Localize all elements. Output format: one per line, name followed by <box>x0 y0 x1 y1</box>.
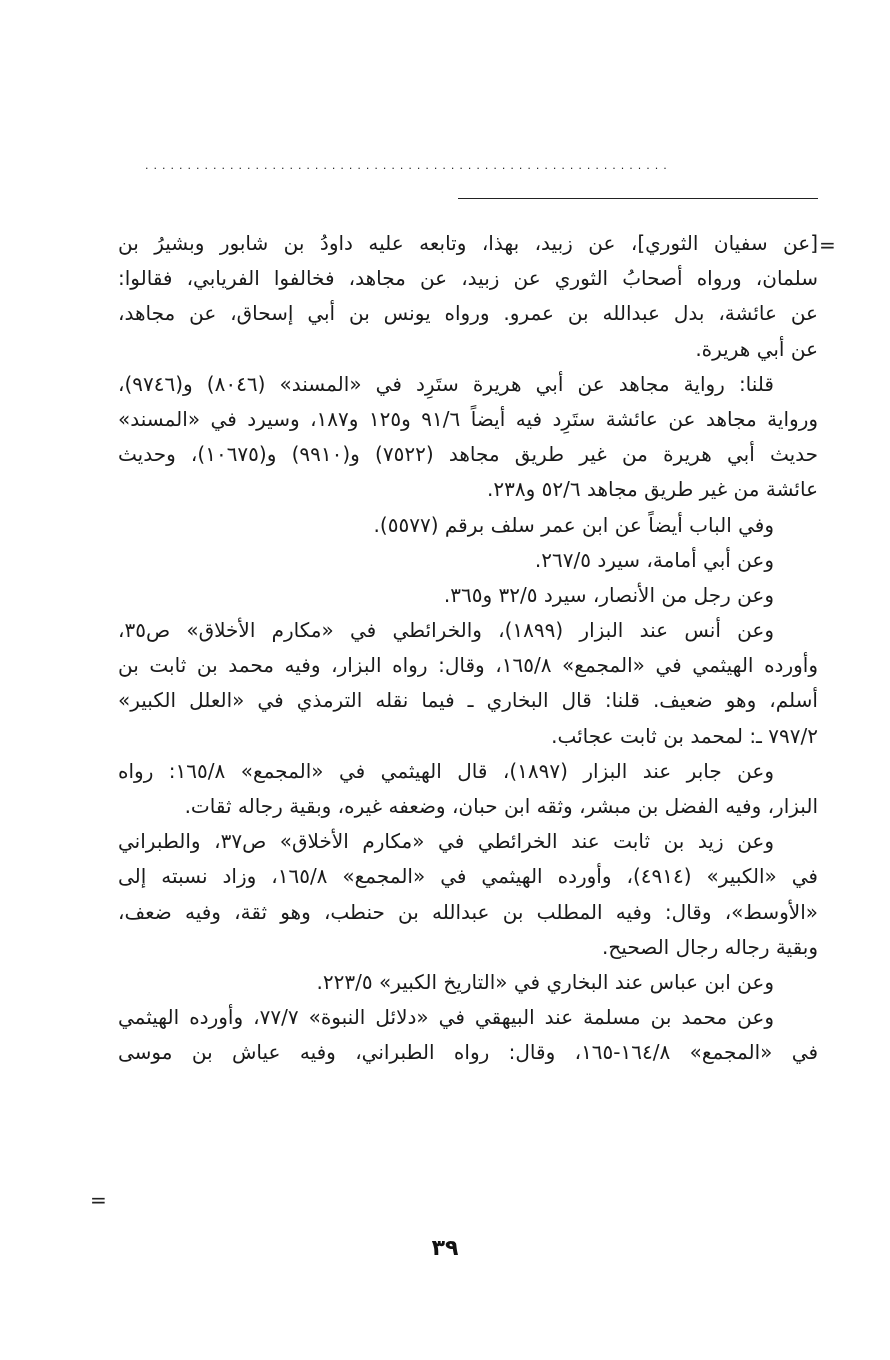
dotted-separator: .............................................................. <box>145 160 672 172</box>
text-line: قلنا: رواية مجاهد عن أبي هريرة ستَرِد في «المسند» (٨٠٤٦) و(٩٧٤٦)، <box>118 371 774 396</box>
text-line: عن عائشة، بدل عبدالله بن عمرو. ورواه يونس بن أبي إسحاق، عن مجاهد، <box>118 301 818 326</box>
text-line: [عن سفيان الثوري]، عن زبيد، بهذا، وتابعه عليه داودُ بن شابور وبشيرُ بن <box>118 231 818 255</box>
text-line: وعن أنس عند البزار (١٨٩٩)، والخرائطي في «مكارم الأخلاق» ص٣٥، <box>118 618 774 643</box>
text-line: ورواية مجاهد عن عائشة ستَرِد فيه أيضاً ٩١/٦ و١٢٥ و١٨٧، وسيرد في «المسند» <box>118 406 818 431</box>
text-line: وعن محمد بن مسلمة عند البيهقي في «دلائل النبوة» ٧٧/٧، وأورده الهيثمي <box>118 1005 774 1030</box>
continuation-marker-bottom: = <box>90 1188 107 1212</box>
text-line: عن أبي هريرة. <box>695 336 818 361</box>
text-line: البزار، وفيه الفضل بن مبشر، وثقه ابن حبان، وضعفه غيره، وبقية رجاله ثقات. <box>184 794 818 818</box>
page-number: ٣٩ <box>431 1236 459 1261</box>
text-line: عائشة من غير طريق مجاهد ٥٢/٦ و٢٣٨. <box>487 477 818 502</box>
text-line: وعن أبي أمامة، سيرد ٢٦٧/٥. <box>534 547 774 572</box>
text-line: وبقية رجاله رجال الصحيح. <box>602 934 818 959</box>
text-line: أسلم، وهو ضعيف. قلنا: قال البخاري ـ فيما نقله الترمذي في «العلل الكبير» <box>118 688 818 713</box>
text-line: وعن رجل من الأنصار، سيرد ٣٢/٥ و٣٦٥. <box>443 582 774 607</box>
text-line: في «المجمع» ١٦٤/٨-١٦٥، وقال: رواه الطبراني، وفيه عياش بن موسى <box>118 1040 818 1065</box>
text-line: وعن جابر عند البزار (١٨٩٧)، قال الهيثمي في «المجمع» ١٦٥/٨: رواه <box>118 758 774 783</box>
text-line: وأورده الهيثمي في «المجمع» ١٦٥/٨، وقال: رواه البزار، وفيه محمد بن ثابت بن <box>118 653 818 678</box>
text-line: «الأوسط»، وقال: وفيه المطلب بن عبدالله بن حنطب، وهو ثقة، وفيه ضعف، <box>118 899 818 924</box>
text-line: ٧٩٧/٢ ـ: لمحمد بن ثابت عجائب. <box>551 723 818 748</box>
continuation-marker-top: = <box>819 233 836 257</box>
footnote-rule <box>458 198 818 199</box>
footnote-text-body <box>118 226 818 1071</box>
text-line: في «الكبير» (٤٩١٤)، وأورده الهيثمي في «المجمع» ١٦٥/٨، وزاد نسبته إلى <box>118 864 818 889</box>
text-line: وعن زيد بن ثابت عند الخرائطي في «مكارم الأخلاق» ص٣٧، والطبراني <box>118 829 775 854</box>
text-line: وعن ابن عباس عند البخاري في «التاريخ الكبير» ٢٢٣/٥. <box>316 969 774 994</box>
text-line: سلمان، ورواه أصحابُ الثوري عن زبيد، عن مجاهد، فخالفوا الفريابي، فقالوا: <box>118 266 818 291</box>
text-line: وفي الباب أيضاً عن ابن عمر سلف برقم (٥٥٧٧). <box>373 512 774 537</box>
text-line: حديث أبي هريرة من غير طريق مجاهد (٧٥٢٢) و(٩٩١٠) و(١٠٦٧٥)، وحديث <box>118 442 818 467</box>
